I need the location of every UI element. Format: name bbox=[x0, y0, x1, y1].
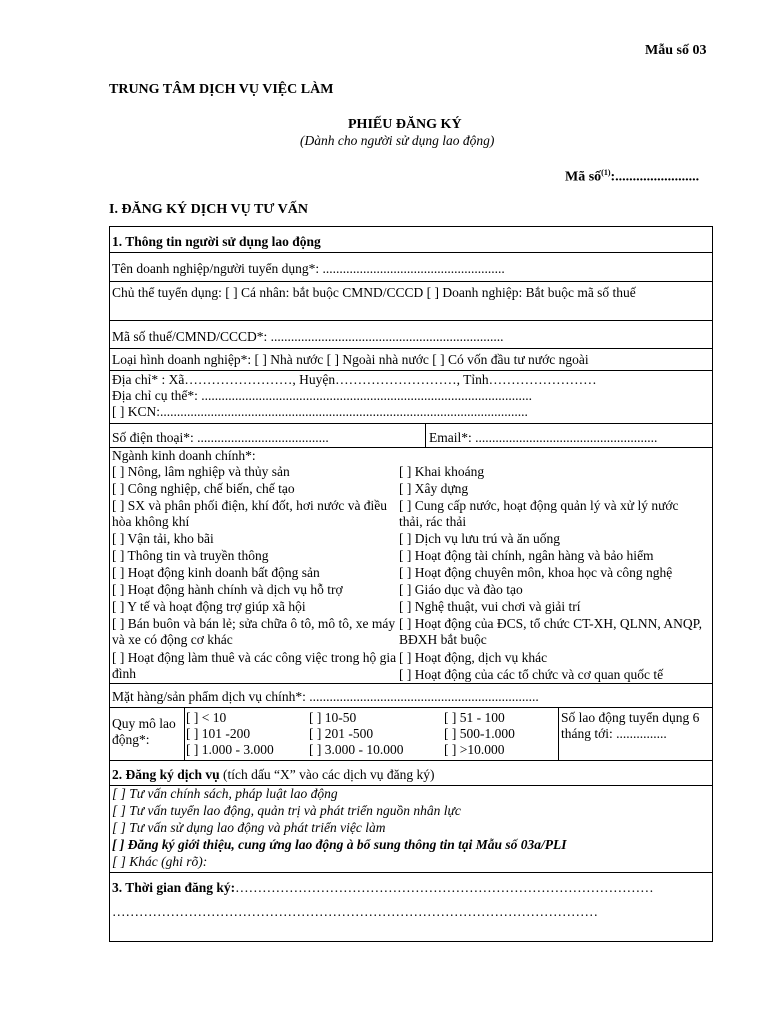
section-1-title: I. ĐĂNG KÝ DỊCH VỤ TƯ VẤN bbox=[109, 202, 309, 217]
scale-option[interactable]: [ ] 1.000 - 3.000 bbox=[186, 742, 274, 757]
code-footnote: (1) bbox=[601, 168, 611, 177]
phone-field[interactable]: Số điện thoại*: ....................................... bbox=[112, 430, 329, 445]
organization-name: TRUNG TÂM DỊCH VỤ VIỆC LÀM bbox=[109, 82, 334, 97]
industry-option[interactable]: [ ] Thông tin và truyền thông bbox=[112, 548, 269, 563]
business-type-field[interactable]: Loại hình doanh nghiệp*: [ ] Nhà nước [ ] Ngoài nhà nước [ ] Có vốn đầu tư nước ngoài bbox=[112, 352, 589, 367]
industry-option[interactable]: [ ] Cung cấp nước, hoạt động quản lý và xử lý nước thải, rác thải bbox=[399, 498, 679, 529]
scale-option[interactable]: [ ] 10-50 bbox=[309, 710, 357, 725]
address-detail-field[interactable]: Địa chỉ cụ thể*: .................................................................................................. bbox=[112, 388, 532, 403]
industry-option[interactable]: [ ] Hoạt động của ĐCS, tổ chức CT-XH, QLNN, ANQP, BĐXH bắt buộc bbox=[399, 616, 703, 647]
scale-option[interactable]: [ ] 500-1.000 bbox=[444, 726, 515, 741]
service-option-other[interactable]: [ ] Khác (ghi rõ): bbox=[112, 854, 208, 869]
industry-option[interactable]: [ ] Khai khoáng bbox=[399, 464, 485, 479]
service-option[interactable]: [ ] Tư vấn sử dụng lao động và phát triển việc làm bbox=[112, 820, 386, 835]
industry-option[interactable]: [ ] Hoạt động kinh doanh bất động sản bbox=[112, 565, 320, 580]
industry-option[interactable]: [ ] SX và phân phối điện, khí đốt, hơi nước và điều hòa không khí bbox=[112, 498, 388, 529]
industry-option[interactable]: [ ] Hoạt động hành chính và dịch vụ hỗ trợ bbox=[112, 582, 343, 597]
scale-option[interactable]: [ ] 3.000 - 10.000 bbox=[309, 742, 404, 757]
address-field[interactable]: Địa chỉ* : Xã……………………, Huyện………………………, Tỉnh…………………… bbox=[112, 372, 597, 387]
industry-option[interactable]: [ ] Vận tải, kho bãi bbox=[112, 531, 214, 546]
scale-option[interactable]: [ ] 51 - 100 bbox=[444, 710, 505, 725]
part-2-heading bbox=[112, 767, 434, 783]
tax-id-field[interactable]: Mã số thuế/CMND/CCCD*: ..................................................................... bbox=[112, 329, 504, 344]
form-title: PHIẾU ĐĂNG KÝ bbox=[348, 117, 462, 132]
scale-option[interactable]: [ ] 201 -500 bbox=[309, 726, 374, 741]
part-1-heading: 1. Thông tin người sử dụng lao động bbox=[112, 234, 321, 249]
part-3-heading: 3. Thời gian đăng ký: bbox=[112, 880, 236, 895]
scale-option[interactable]: [ ] 101 -200 bbox=[186, 726, 251, 741]
employer-type-field[interactable]: Chủ thể tuyển dụng: [ ] Cá nhân: bắt buộc CMND/CCCD [ ] Doanh nghiệp: Bắt buộc mã số thuế bbox=[112, 285, 636, 300]
form-subtitle: (Dành cho người sử dụng lao động) bbox=[300, 133, 495, 148]
industry-option[interactable]: [ ] Công nghiệp, chế biến, chế tạo bbox=[112, 481, 295, 496]
workforce-scale-label: Quy mô lao động*: bbox=[112, 716, 176, 747]
industry-option[interactable]: [ ] Xây dựng bbox=[399, 481, 469, 496]
planned-recruitment-field[interactable]: Số lao động tuyển dụng 6 tháng tới: ............... bbox=[561, 710, 700, 741]
registration-time-dots: ………………………………………………………………………………… bbox=[235, 880, 654, 895]
industry-option[interactable]: [ ] Nghệ thuật, vui chơi và giải trí bbox=[399, 599, 581, 614]
industry-option[interactable]: [ ] Y tế và hoạt động trợ giúp xã hội bbox=[112, 599, 306, 614]
business-name-field[interactable]: Tên doanh nghiệp/người tuyển dụng*: ...................................................... bbox=[112, 261, 505, 276]
industry-option[interactable]: [ ] Hoạt động của các tổ chức và cơ quan quốc tế bbox=[399, 667, 664, 682]
industry-option[interactable]: [ ] Hoạt động tài chính, ngân hàng và bảo hiểm bbox=[399, 548, 654, 563]
industry-option[interactable]: [ ] Bán buôn và bán lẻ; sửa chữa ô tô, mô tô, xe máy và xe có động cơ khác bbox=[112, 616, 396, 647]
industry-option[interactable]: [ ] Hoạt động chuyên môn, khoa học và công nghệ bbox=[399, 565, 673, 580]
code-label: Mã số bbox=[565, 169, 602, 185]
service-option-referral[interactable]: [ ] Đăng ký giới thiệu, cung ứng lao động à bổ sung thông tin tại Mẫu số 03a/PLI bbox=[112, 837, 567, 852]
scale-option[interactable]: [ ] < 10 bbox=[186, 710, 227, 725]
industry-heading: Ngành kinh doanh chính*: bbox=[112, 448, 256, 463]
form-number: Mẫu số 03 bbox=[645, 43, 707, 58]
part-2-note: (tích dấu “X” vào các dịch vụ đăng ký) bbox=[219, 767, 435, 782]
industrial-zone-field[interactable]: [ ] KCN:............................................................................................................. bbox=[112, 404, 528, 419]
registration-form-table bbox=[109, 226, 713, 942]
email-field[interactable]: Email*: ...................................................... bbox=[429, 430, 658, 445]
scale-option[interactable]: [ ] >10.000 bbox=[444, 742, 505, 757]
industry-option[interactable]: [ ] Hoạt động làm thuê và các công việc trong hộ gia đình bbox=[112, 650, 397, 681]
industry-option[interactable]: [ ] Dịch vụ lưu trú và ăn uống bbox=[399, 531, 561, 546]
industry-option[interactable]: [ ] Giáo dục và đào tạo bbox=[399, 582, 523, 597]
main-products-field[interactable]: Mặt hàng/sản phẩm dịch vụ chính*: .................................................................... bbox=[112, 689, 539, 704]
code-field[interactable] bbox=[565, 168, 699, 186]
part-3-row[interactable] bbox=[112, 880, 654, 896]
registration-time-dots-2[interactable]: ……………………………………………………………………………………………… bbox=[112, 904, 598, 919]
industry-option[interactable]: [ ] Nông, lâm nghiệp và thủy sản bbox=[112, 464, 290, 479]
service-option[interactable]: [ ] Tư vấn tuyển lao động, quản trị và phát triển nguồn nhân lực bbox=[112, 803, 461, 818]
code-dots: :........................ bbox=[610, 169, 700, 185]
industry-option[interactable]: [ ] Hoạt động, dịch vụ khác bbox=[399, 650, 548, 665]
service-option[interactable]: [ ] Tư vấn chính sách, pháp luật lao động bbox=[112, 786, 338, 801]
part-2-title: 2. Đăng ký dịch vụ bbox=[112, 767, 220, 782]
